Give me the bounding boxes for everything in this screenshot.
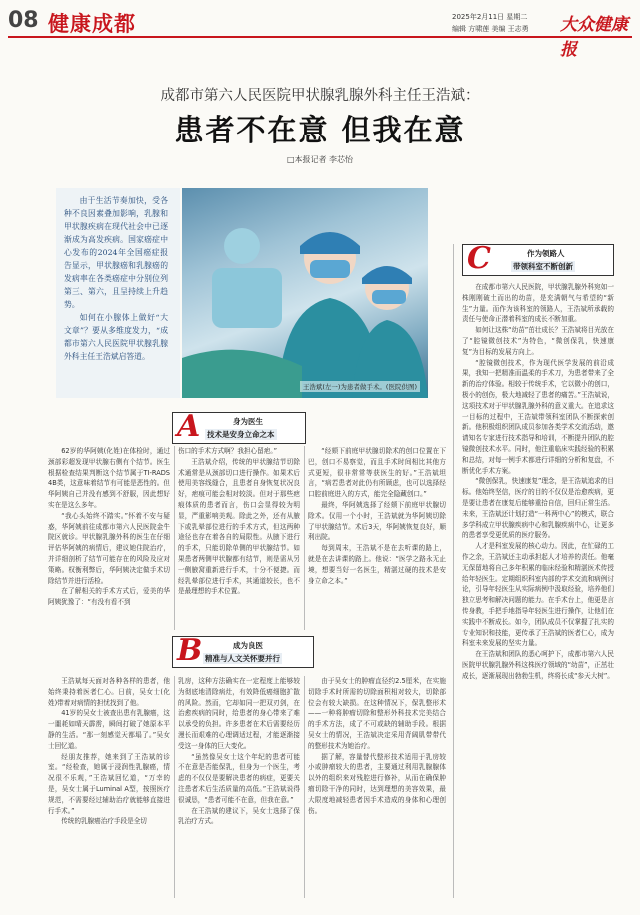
paragraph: 人才是科室发展的核心动力。因此，在忙碌的工作之余，王浩斌还主动承担起人才培养的责任。他毫无保留地将自己多年积累的临床经验和精湛医术传授给年轻医生。定期组织科室内部的学术交流和病例讨论，引导年轻医生从实际病例中汲取经验，培养他们独立思考和解决问题的能力。在手术台上，他更是言传身教，手把手地指导年轻医生进行操作，让他们在实践中不断成长。如今，团队成员不仅掌握了扎实的专业知识和技能，更传承了王浩斌的医者仁心，成为科室未来发展的坚实力量。 [462,542,614,648]
surgery-photo [182,188,428,398]
photo-caption: 王浩斌(左一)为患者做手术。(医院供图) [300,381,420,392]
paragraph: “微创保乳，快速康复”理念，是王浩斌追求的目标。他始终坚信，医疗的目的不仅仅是治愈疾病，更是要让患者在康复后能够重拾自信，回归正常生活。未来，王浩斌还计划打造“一科两中心”的模式，联合多学科成立甲状腺疾病中心和乳腺疾病中心，让更多的患者享受更优质的医疗服务。 [462,477,614,540]
intro-paragraph: 由于生活节奏加快，受各种不良因素叠加影响，乳腺和甲状腺疾病在现代社会中已逐渐成为高发疾病。国家癌症中心发布的2024年全国癌症报告显示，甲状腺癌和乳腺癌的发病率在各类癌症中分别位列第三、第六，且呈持续上升趋势。 [64,196,168,309]
column-divider [304,676,305,898]
section-c-badge [462,241,614,276]
paragraph: 经朋友推荐，她来到了王浩斌的诊室。“经检查，她属于浸润性乳腺癌，情况很不乐观，”王浩斌回忆道，“万幸的是，吴女士属于Luminal A型，按照医疗规范，不需要经过辅助治疗就能够直接进行手术。” [48,752,170,815]
section-title: 健康成都 [48,11,136,36]
section-b-subtitle: 精准与人文关怀要并行 [205,654,280,663]
section-a-letter: A [177,409,201,444]
paragraph: “虽然像吴女士这个年纪的患者可能不在意是否能保乳，但身为一个医生，考虑的不仅仅是要解决患者的病症，更要关注患者术后生活质量的高低。”王浩斌说得很诚恳，“患者可能不在意，但我在意。” [178,752,300,804]
paragraph: 在王浩斌和团队的悉心呵护下，成都市第六人民医院甲状腺乳腺外科这株医疗领域的“幼苗”，正茁壮成长，逐渐展现出勃勃生机，终将长成“参天大树”。 [462,650,614,680]
article-headline: 患者不在意 但我在意 [174,113,466,147]
paragraph: 王浩斌每天面对各种各样的患者，他始终秉持着医者仁心。日前，吴女士(化姓)带着对病情的担忧找到了他。 [48,677,170,707]
paragraph: 每到周末，王浩斌不是在去听课的路上，就是在去讲课的路上。他说：“医学之路永无止境，想要当好一名医生，精湛过硬的技术是安身立命之本。” [308,544,446,585]
paragraph: “腔镜微创技术，作为现代医学发展的前沿成果，我知一把精准而温柔的手术刀，为患者带来了全新的治疗体验。相较于传统手术，它以微小的创口，极小的创伤，极大地减轻了患者的痛苦。”王浩斌说，这项技术对于甲状腺乳腺外科的意义重大。在追求这一目标的过程中，王浩斌带领科室团队不断探索创新。他积极组织团队成员参加各类学术交流活动，邀请知名专家进行技术指导和培训，不断提升团队的腔镜微创技术水平。同时，他注重临床实践经验的积累和总结，对每一例手术都进行详细的分析和复盘，不断优化手术方案。 [462,358,614,475]
issue-date: 2025年2月11日 星期二 [452,13,528,21]
column-divider [453,244,454,898]
section-b-letter: B [177,633,203,668]
column-a1 [48,446,170,630]
section-b-title: 成为良医 [233,641,263,650]
section-c-letter: C [467,241,491,276]
section-a-badge [172,409,306,444]
article-kicker: 成都市第六人民医院甲状腺乳腺外科主任王浩斌： [160,88,480,104]
paragraph: 在了解相关的手术方式后，爱美的华阿姨犹豫了：“有没有看不到 [48,587,170,607]
paragraph: 传统的乳腺癌治疗手段是全切 [61,817,147,826]
paragraph: 41岁的吴女士被查出患有乳腺癌，这一噩耗如晴天霹雳，瞬间打破了她原本平静的生活。“那一刻感觉天都塌了。”吴女士回忆道。 [48,709,170,750]
section-a-title: 身为医生 [233,417,263,426]
section-c-title: 作为领路人 [527,249,565,258]
header-rule [8,36,632,38]
paragraph: 在成都市第六人民医院，甲状腺乳腺外科宛如一株刚刚破土而出的幼苗，是充满朝气与希望的“新生”力量。而作为该科室的领路人，王浩斌所承载的责任与使命正潜着科室的成长不断加重。 [462,283,614,324]
article-byline: □本报记者 李芯怡 [286,155,354,164]
column-b2 [178,676,300,898]
section-a-subtitle: 技术是安身立命之本 [207,430,275,439]
newspaper-logo: 大众健康报 [560,15,628,60]
column-b1 [48,676,170,898]
column-divider [304,446,305,630]
column-a3 [308,446,446,630]
column-divider [174,676,175,898]
section-b-badge [172,633,314,668]
paragraph: 在王浩斌的建议下，吴女士选择了保乳治疗方式。 [178,806,300,826]
page-number: 08 [8,8,39,33]
paragraph: 伤口的手术方式啊？我担心留疤。” [178,447,278,455]
article-intro [64,194,168,363]
paragraph: “经颏下前庭甲状腺切除术的创口位置在下巴，创口不易察觉，而且手术时间相比其他方式更短，很非常常等获医生的好。”王浩斌坦言，“病若患者对此仍有所顾虑，也可以选择经口腔前庭进入的方式，能完全隐藏创口。” [308,447,446,499]
intro-paragraph: 如何在小腺体上做好“大文章”？要从多维度发力，“成都市第六人民医院甲状腺乳腺外科主任王浩斌启答道。 [64,313,168,361]
section-c-subtitle: 带领科室不断创新 [513,262,573,271]
paragraph: 由于吴女士的肿瘤直径约2.5厘米，在实施切除手术时所需的切除面积相对较大，切除部位会有较大缺损。在这种情况下，保乳整形术——一种将肿瘤切除和整形外科技术完美结合的手术方法，成了不可或缺的辅助手段。根据吴女士的情况，王浩斌决定采用背阔肌带带代的整形技术为她治疗。 [308,677,446,750]
paragraph: 最终，华阿姨选择了经颏下前庭甲状腺切除术。仅用一个小时，王浩斌就为华阿姨切除了甲状腺结节。术后3天，华阿姨恢复良好，顺利出院。 [308,500,446,542]
paragraph: 乳房，这种方法确实在一定程度上能够较为彻底地清除病灶，有效降低癌细胞扩散的风险。然而，它却如同一把双刃剑，在治愈疾病的同时，给患者的身心带来了难以承受的负担。许多患者在术后需要经历漫长而艰难的心理调适过程，才能逐渐接受这一身体的巨大变化。 [178,677,300,750]
surgery-photo-illustration [182,188,428,398]
paragraph: 据了解，容量替代整形技术适用于乳房较小或肿瘤较大的患者，主要通过利用乳腺腺体以外的组织来对残腔进行修补，从而在确保肿瘤切除干净的同时，达到理想的美容效果，最大限度地减轻患者因手术造成的身体和心理创伤。 [308,752,446,815]
editor-credits: 编辑 方啸莲 美编 王志勇 [452,25,529,33]
paragraph: “我心头始终不踏实。”怀着不安与疑惑，华阿姨前往成都市第六人民医院金牛院区就诊。甲状腺乳腺外科的医生在仔细评估华阿姨的病情后，建议她住院治疗，并详细剖析了结节可能存在的风险及应对策略。权衡利弊后，华阿姨决定做手术切除结节并进行活检。 [48,511,170,585]
column-a2 [178,446,300,630]
paragraph: 王浩斌介绍，传统的甲状腺结节切除术通常是从颈部切口进行操作。如果术后使用美容线缝合，且患者自身恢复状况良好，疤痕可能会相对较淡。但对于那些疤痕体质的患者而言，伤口会显得较为明显，严重影响美观。除此之外，还有从腋下或乳晕部位进行的手术方式，但这两种途径也存在着各自的局限性。从腋下进行的手术，只能切除单侧的甲状腺结节。如果患者两侧甲状腺都有结节，则是需从另一侧腋窝重新进行手术，十分不便捷。而经乳晕部位进行手术，其通道较长，也不是最理想的手术位置。 [178,457,300,596]
paragraph: 62岁的华阿姨(化姓)在体检时，通过颈部彩超发现甲状腺右侧有个结节。医生根据检查结果判断这个结节属于TI-RADS 4B类，这意味着结节有可能是恶性的。但华阿姨自己并没有感到不舒服，因此想好实在是这么多年。 [48,447,170,509]
column-b3 [308,676,446,898]
column-divider [174,446,175,630]
paragraph: 如何让这株“幼苗”茁壮成长？王浩斌将目光放在了“腔镜微创技术”为特色，“微创保乳，快速康复”为目标的发展方向上。 [462,326,614,356]
column-c [462,282,614,898]
